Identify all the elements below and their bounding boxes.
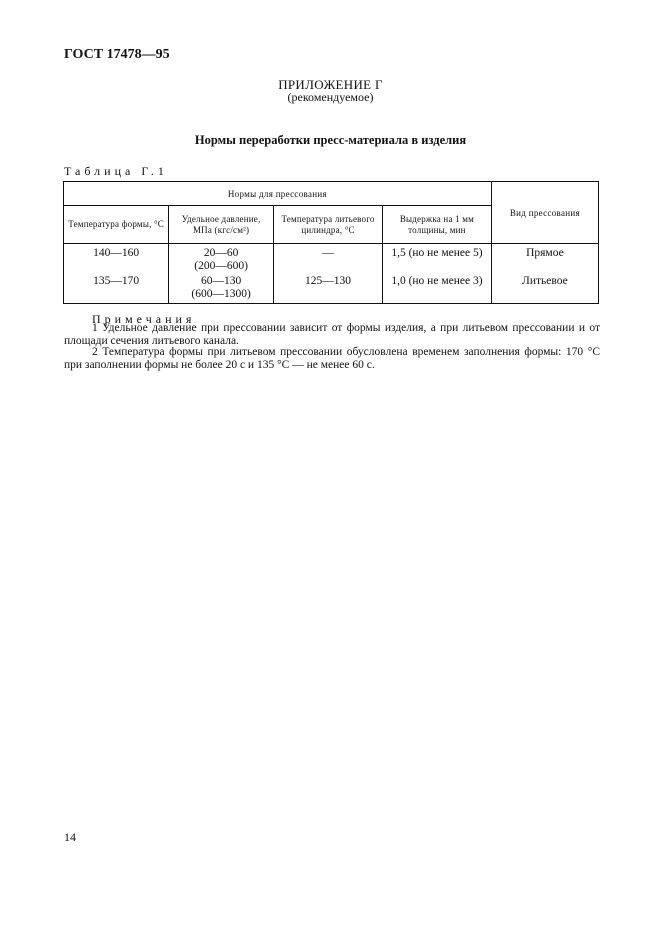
note-item: 2 Температура формы при литьевом прессовании обусловлена временем заполнения формы: 170 °С при заполнении формы не более 20 с и 135 °С — не менее 60 с. [64,346,600,371]
document-title: Нормы переработки пресс-материала в изделия [194,133,467,147]
cell-hold: 1,0 (но не менее 3) [383,275,492,304]
document-code: ГОСТ 17478—95 [64,47,170,62]
column-header-type: Вид прессования [491,182,598,244]
table-row [64,244,599,276]
cell-pressure [169,275,274,304]
cell-hold: 1,5 (но не менее 5) [383,244,492,276]
group-header: Нормы для прессования [64,182,492,206]
notes-title: Примечания [92,312,196,326]
page-number: 14 [64,830,76,844]
cell-pressure-mpa: 20—60 [203,247,239,259]
cell-pressure-kgs: (200—600) [194,260,248,272]
table-header-row [64,182,599,206]
cell-temp-form: 140—160 [64,244,169,276]
cell-temp-form: 135—170 [64,275,169,304]
appendix-subtitle: (рекомендуемое) [287,90,374,104]
table-row [64,275,599,304]
note-item: 1 Удельное давление при прессовании зависит от формы изделия, а при литьевом прессовании и от площади сечения литьевого канала. [64,322,600,347]
column-header-hold: Выдержка на 1 мм толщины, мин [383,206,492,244]
cell-type: Литьевое [491,275,598,304]
cell-pressure-mpa: 60—130 [200,275,242,287]
column-header-pressure: Удельное давление, МПа (кгс/см²) [169,206,274,244]
cell-pressure [169,244,274,276]
cell-temp-cylinder: 125—130 [274,275,383,304]
column-header-temp-cylinder: Температура литьевого цилиндра, °С [274,206,383,244]
cell-pressure-kgs: (600—1300) [191,288,251,300]
cell-type: Прямое [491,244,598,276]
column-header-temp-form: Температура формы, °С [64,206,169,244]
cell-temp-cylinder: — [274,244,383,276]
norms-table [63,181,599,304]
table-caption: Таблица Г.1 [64,164,168,178]
appendix-title: ПРИЛОЖЕНИЕ Г [278,77,383,92]
